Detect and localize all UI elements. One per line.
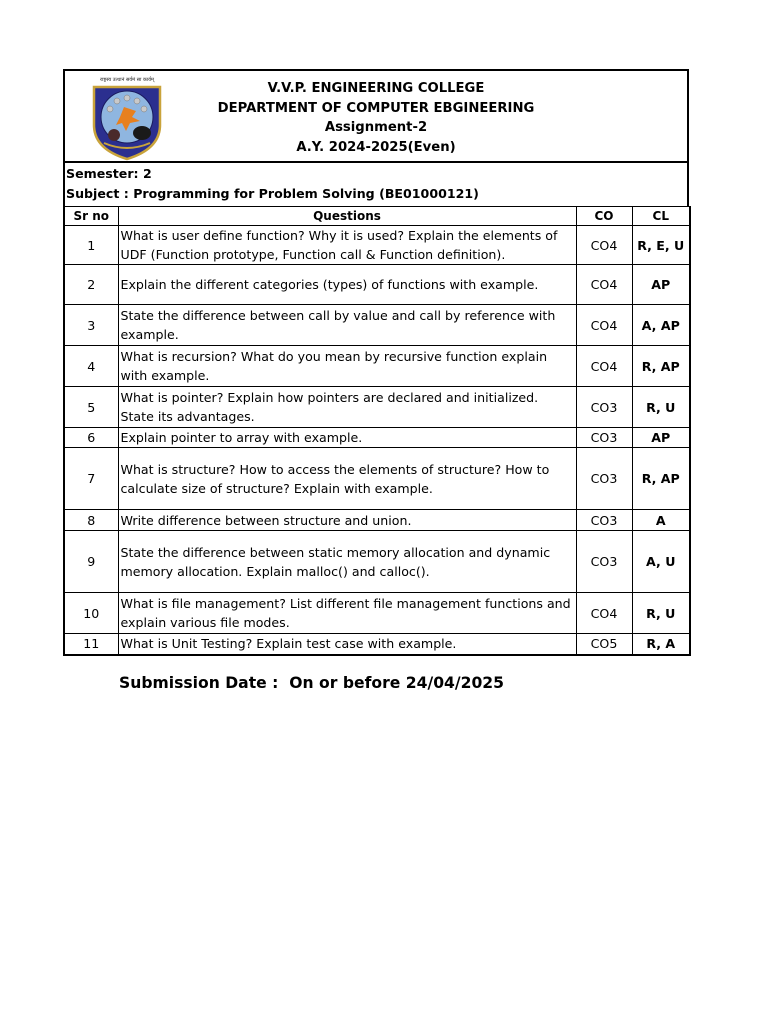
sr-cell: 2 (64, 265, 118, 305)
sr-cell: 11 (64, 634, 118, 655)
cl-cell: A (632, 510, 690, 531)
co-cell: CO4 (576, 265, 632, 305)
table-row (64, 226, 690, 265)
cl-cell: AP (632, 265, 690, 305)
question-cell: What is recursion? What do you mean by recursive function explain with example. (118, 346, 576, 387)
cl-cell: A, U (632, 531, 690, 593)
question-cell: What is structure? How to access the elements of structure? How to calculate size of structure? Explain with example. (118, 448, 576, 510)
co-cell: CO4 (576, 593, 632, 634)
cl-cell: R, E, U (632, 226, 690, 265)
column-header-cl: CL (632, 207, 690, 226)
table-header-row (64, 207, 690, 226)
table-row (64, 531, 690, 593)
question-cell: What is user define function? Why it is used? Explain the elements of UDF (Function prototype, Function call & Function definition). (118, 226, 576, 265)
questions-table (63, 206, 691, 656)
table-row (64, 448, 690, 510)
cl-cell: AP (632, 428, 690, 448)
semester-label: Semester: 2 (66, 166, 152, 181)
question-cell: What is pointer? Explain how pointers are declared and initialized. State its advantages. (118, 387, 576, 428)
cl-cell: A, AP (632, 305, 690, 346)
sr-cell: 3 (64, 305, 118, 346)
table-row (64, 593, 690, 634)
question-cell: What is file management? List different file management functions and explain various file modes. (118, 593, 576, 634)
co-cell: CO3 (576, 531, 632, 593)
submission-date: Submission Date : On or before 24/04/2025 (119, 674, 505, 692)
table-row (64, 265, 690, 305)
cl-cell: R, AP (632, 448, 690, 510)
question-cell: State the difference between static memory allocation and dynamic memory allocation. Explain malloc() and calloc(). (118, 531, 576, 593)
assignment-sheet (63, 69, 689, 656)
question-cell: Explain the different categories (types) of functions with example. (118, 265, 576, 305)
table-row (64, 305, 690, 346)
co-cell: CO4 (576, 346, 632, 387)
co-cell: CO3 (576, 428, 632, 448)
question-cell: Write difference between structure and union. (118, 510, 576, 531)
table-row (64, 428, 690, 448)
table-row (64, 634, 690, 655)
sr-cell: 10 (64, 593, 118, 634)
column-header-sr: Sr no (64, 207, 118, 226)
cl-cell: R, A (632, 634, 690, 655)
column-header-co: CO (576, 207, 632, 226)
co-cell: CO4 (576, 226, 632, 265)
sr-cell: 6 (64, 428, 118, 448)
logo-motto: राष्ट्रस्य उत्थानं सर्वमं सा कार्यम् (100, 77, 154, 83)
table-row (64, 387, 690, 428)
sr-cell: 7 (64, 448, 118, 510)
sr-cell: 4 (64, 346, 118, 387)
header-box (63, 69, 689, 163)
column-header-questions: Questions (118, 207, 576, 226)
cl-cell: R, U (632, 387, 690, 428)
title-block (65, 79, 687, 157)
department-name: DEPARTMENT OF COMPUTER EBGINEERING (217, 100, 535, 116)
assignment-title: Assignment-2 (324, 120, 428, 135)
sr-cell: 1 (64, 226, 118, 265)
co-cell: CO5 (576, 634, 632, 655)
sr-cell: 8 (64, 510, 118, 531)
subject-label: Subject : Programming for Problem Solving (BE01000121) (66, 186, 479, 201)
co-cell: CO3 (576, 510, 632, 531)
academic-year: A.Y. 2024-2025(Even) (296, 139, 456, 155)
sr-cell: 5 (64, 387, 118, 428)
question-cell: What is Unit Testing? Explain test case with example. (118, 634, 576, 655)
co-cell: CO3 (576, 448, 632, 510)
question-cell: State the difference between call by value and call by reference with example. (118, 305, 576, 346)
table-row (64, 346, 690, 387)
college-name: V.V.P. ENGINEERING COLLEGE (267, 81, 485, 96)
cl-cell: R, U (632, 593, 690, 634)
co-cell: CO3 (576, 387, 632, 428)
meta-box (63, 163, 689, 206)
co-cell: CO4 (576, 305, 632, 346)
question-cell: Explain pointer to array with example. (118, 428, 576, 448)
sr-cell: 9 (64, 531, 118, 593)
cl-cell: R, AP (632, 346, 690, 387)
table-row (64, 510, 690, 531)
